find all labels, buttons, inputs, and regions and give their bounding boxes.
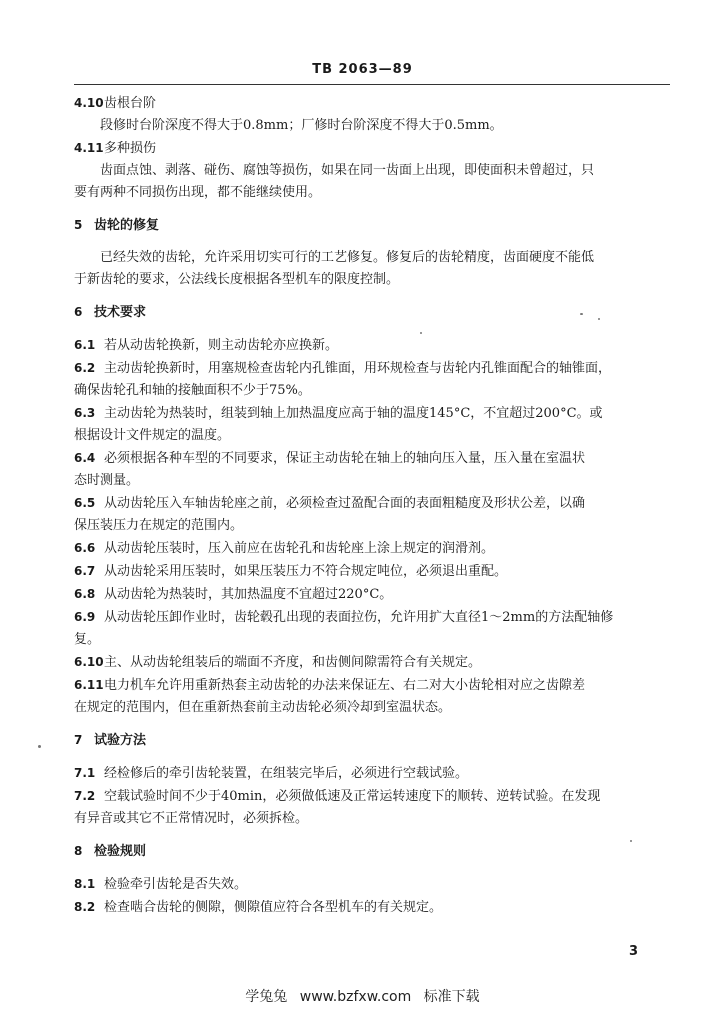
clause-text: 从动齿轮采用压装时，如果压装压力不符合规定吨位，必须退出重配。 xyxy=(104,564,508,579)
clause-number: 6.9 xyxy=(74,610,96,624)
clause-number: 8.2 xyxy=(74,900,96,914)
clause-text: 电力机车允许用重新热套主动齿轮的办法来保证左、右二对大小齿轮相对应之齿隙差 xyxy=(104,678,586,693)
clause-text: 在规定的范围内，但在重新热套前主动齿轮必须冷却到室温状态。 xyxy=(74,700,452,715)
clause-number: 6.10 xyxy=(74,655,104,669)
clause-text: 经检修后的牵引齿轮装置，在组装完毕后，必须进行空载试验。 xyxy=(104,766,469,781)
text-line xyxy=(74,470,674,492)
clause-line xyxy=(74,896,674,919)
clause-number: 6 xyxy=(74,305,83,319)
clause-text: 于新齿轮的要求，公法线长度根据各型机车的限度控制。 xyxy=(74,272,400,287)
clause-number: 7.2 xyxy=(74,789,96,803)
clause-text: 检查啮合齿轮的侧隙，侧隙值应符合各型机车的有关规定。 xyxy=(104,900,443,915)
text-line xyxy=(74,515,674,537)
clause-text: 主动齿轮为热装时，组装到轴上加热温度应高于轴的温度145°C，不宜超过200°C。或 xyxy=(104,406,603,421)
clause-text: 从动齿轮为热装时，其加热温度不宜超过220°C。 xyxy=(104,587,393,602)
clause-number: 6.8 xyxy=(74,587,96,601)
clause-text: 有异音或其它不正常情况时，必须拆检。 xyxy=(74,811,309,826)
section-gap xyxy=(74,752,674,762)
section-gap xyxy=(74,863,674,873)
clause-line xyxy=(74,873,674,896)
section-heading xyxy=(74,301,674,324)
clause-line xyxy=(74,674,674,697)
page-number: 3 xyxy=(629,944,639,959)
clause-number: 4.10 xyxy=(74,96,104,110)
clause-text: 从动齿轮压装时，压入前应在齿轮孔和齿轮座上涂上规定的润滑剂。 xyxy=(104,541,495,556)
clause-text: 主、从动齿轮组装后的端面不齐度，和齿侧间隙需符合有关规定。 xyxy=(104,655,482,670)
clause-number: 8.1 xyxy=(74,877,96,891)
text-line xyxy=(74,247,674,269)
clause-text: 齿面点蚀、剥落、碰伤、腐蚀等损伤，如果在同一齿面上出现，即使面积未曾超过，只 xyxy=(100,163,595,178)
clause-line xyxy=(74,560,674,583)
text-line xyxy=(74,182,674,204)
section-heading xyxy=(74,840,674,863)
clause-number: 6.5 xyxy=(74,496,96,510)
clause-number: 7.1 xyxy=(74,766,96,780)
clause-number: 6.1 xyxy=(74,338,96,352)
clause-line xyxy=(74,762,674,785)
scan-speck xyxy=(630,840,632,842)
heading-text: 检验规则 xyxy=(94,844,147,859)
clause-line xyxy=(74,651,674,674)
clause-number: 7 xyxy=(74,733,83,747)
clause-text: 复。 xyxy=(74,632,101,647)
scan-speck xyxy=(38,745,41,748)
clause-number: 6.7 xyxy=(74,564,96,578)
clause-line xyxy=(74,785,674,808)
section-gap xyxy=(74,830,674,840)
clause-text: 态时测量。 xyxy=(74,473,140,488)
clause-text: 从动齿轮压入车轴齿轮座之前，必须检查过盈配合面的表面粗糙度及形状公差，以确 xyxy=(104,496,586,511)
scan-speck xyxy=(580,313,583,315)
clause-text: 多种损伤 xyxy=(104,141,157,156)
text-line xyxy=(74,115,674,137)
clause-number: 6.4 xyxy=(74,451,96,465)
clause-text: 从动齿轮压卸作业时，齿轮毂孔出现的表面拉伤，允许用扩大直径1～2mm的方法配轴修 xyxy=(104,610,614,625)
heading-text: 试验方法 xyxy=(94,733,147,748)
text-line xyxy=(74,697,674,719)
footer-watermark: 学兔兔 www.bzfxw.com 标准下载 xyxy=(245,989,480,1005)
section-gap xyxy=(74,324,674,334)
section-gap xyxy=(74,719,674,729)
clause-text: 空载试验时间不少于40min，必须做低速及正常运转速度下的顺转、逆转试验。在发现 xyxy=(104,789,601,804)
clause-text: 检验牵引齿轮是否失效。 xyxy=(104,877,248,892)
text-line xyxy=(74,425,674,447)
clause-text: 确保齿轮孔和轴的接触面积不少于75%。 xyxy=(74,383,311,398)
text-line xyxy=(74,160,674,182)
heading-text: 齿轮的修复 xyxy=(94,218,160,233)
header-rule xyxy=(74,84,670,85)
clause-number: 6.3 xyxy=(74,406,96,420)
text-line xyxy=(74,808,674,830)
clause-text: 齿根台阶 xyxy=(104,96,157,111)
clause-text: 若从动齿轮换新，则主动齿轮亦应换新。 xyxy=(104,338,339,353)
clause-number: 6.6 xyxy=(74,541,96,555)
clause-number: 6.11 xyxy=(74,678,104,692)
clause-line xyxy=(74,357,674,380)
text-line xyxy=(74,629,674,651)
clause-text: 主动齿轮换新时，用塞规检查齿轮内孔锥面，用环规检查与齿轮内孔锥面配合的轴锥面， xyxy=(104,361,612,376)
clause-text: 要有两种不同损伤出现，都不能继续使用。 xyxy=(74,185,322,200)
section-heading xyxy=(74,214,674,237)
scan-speck xyxy=(420,332,422,334)
clause-text: 已经失效的齿轮，允许采用切实可行的工艺修复。修复后的齿轮精度，齿面硬度不能低 xyxy=(100,250,595,265)
standard-code-header: TB 2063—89 xyxy=(312,62,413,77)
clause-line xyxy=(74,92,674,115)
text-line xyxy=(74,269,674,291)
clause-line xyxy=(74,583,674,606)
clause-line xyxy=(74,334,674,357)
clause-number: 5 xyxy=(74,218,83,232)
clause-number: 8 xyxy=(74,844,83,858)
clause-text: 必须根据各种车型的不同要求，保证主动齿轮在轴上的轴向压入量，压入量在室温状 xyxy=(104,451,586,466)
heading-text: 技术要求 xyxy=(94,305,147,320)
clause-text: 根据设计文件规定的温度。 xyxy=(74,428,231,443)
clause-line xyxy=(74,402,674,425)
section-heading xyxy=(74,729,674,752)
document-body xyxy=(74,92,674,919)
clause-line xyxy=(74,137,674,160)
scan-speck xyxy=(598,318,600,320)
section-gap xyxy=(74,237,674,247)
clause-line xyxy=(74,537,674,560)
clause-line xyxy=(74,606,674,629)
section-gap xyxy=(74,291,674,301)
clause-text: 保压装压力在规定的范围内。 xyxy=(74,518,244,533)
section-gap xyxy=(74,204,674,214)
clause-number: 4.11 xyxy=(74,141,104,155)
clause-number: 6.2 xyxy=(74,361,96,375)
clause-line xyxy=(74,447,674,470)
clause-line xyxy=(74,492,674,515)
text-line xyxy=(74,380,674,402)
clause-text: 段修时台阶深度不得大于0.8mm；厂修时台阶深度不得大于0.5mm。 xyxy=(100,118,503,133)
